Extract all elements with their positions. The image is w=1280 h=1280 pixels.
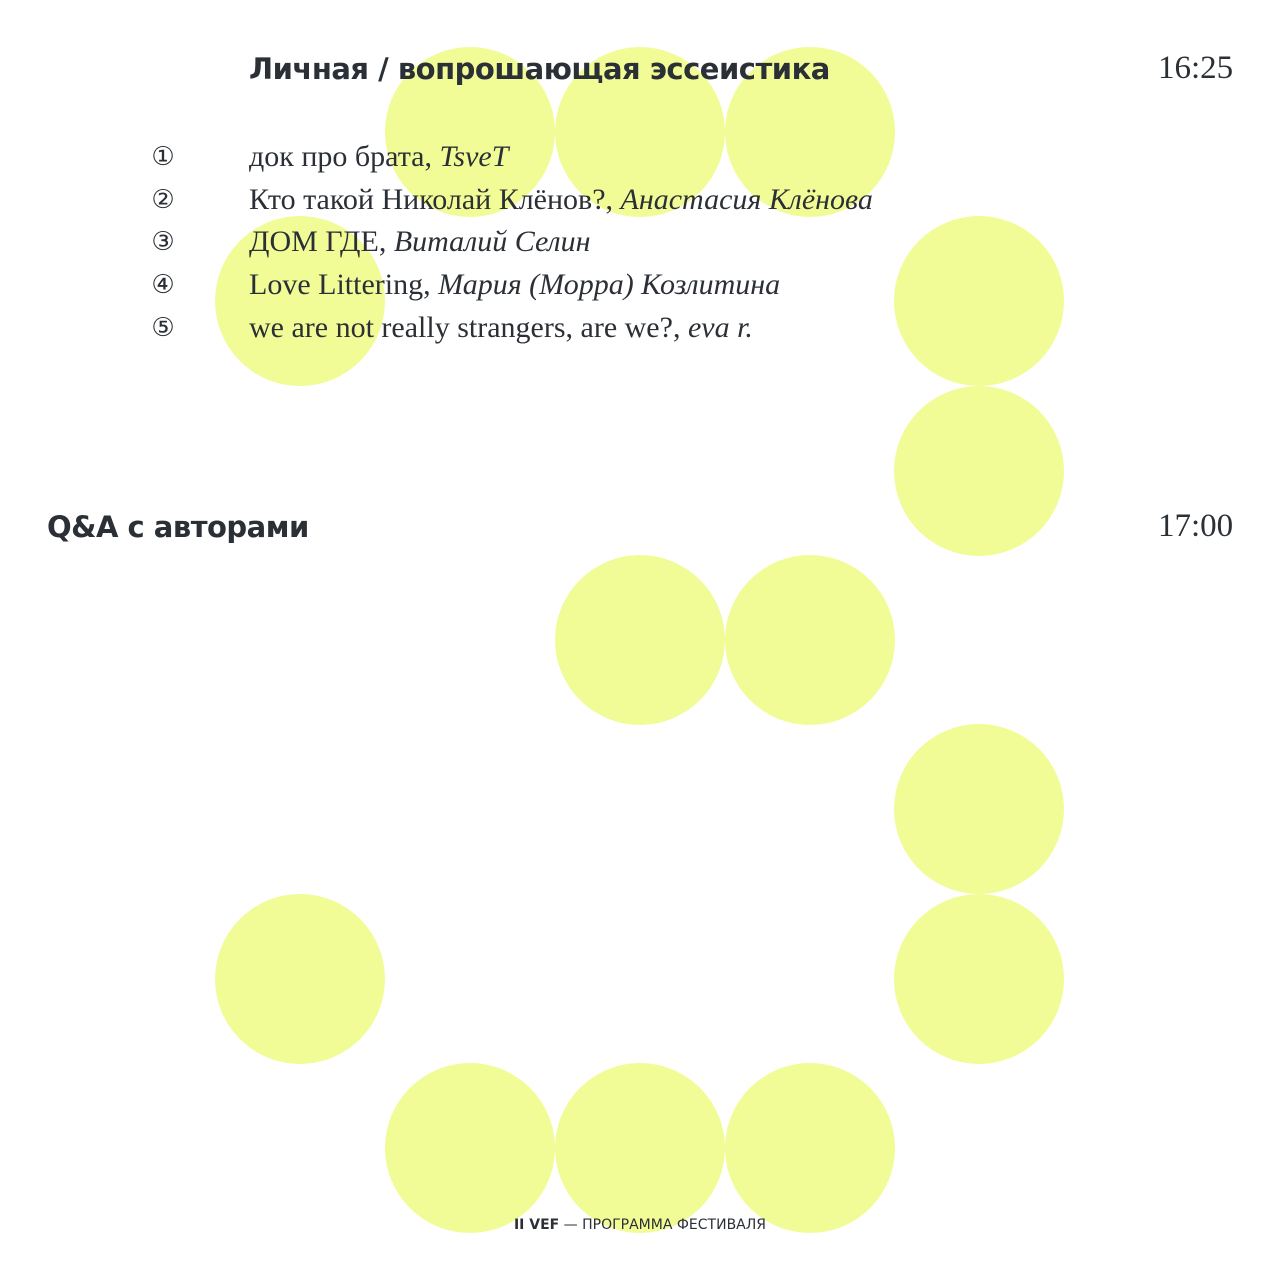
item-separator: ,: [424, 140, 440, 173]
footer: [0, 1217, 1280, 1233]
item-number: ④: [151, 270, 175, 300]
qa-time: 17:00: [1158, 508, 1234, 544]
item-author: eva r.: [687, 311, 753, 344]
item-separator: ,: [605, 183, 621, 216]
item-number: ⑤: [151, 313, 175, 343]
session-time: 16:25: [1158, 50, 1234, 86]
item-number: ②: [151, 185, 175, 215]
item-title: we are not really strangers, are we?: [249, 311, 673, 344]
item-title: Кто такой Николай Клёнов?: [249, 183, 606, 216]
decor-dot: [725, 1063, 895, 1233]
decor-dot: [385, 1063, 555, 1233]
item-number: ③: [151, 227, 175, 257]
decor-dot: [894, 724, 1064, 894]
qa-title: Q&A с авторами: [47, 510, 309, 544]
session-title: Личная / вопрошающая эссеистика: [249, 52, 830, 86]
decor-dot: [894, 216, 1064, 386]
decor-dot: [894, 894, 1064, 1064]
decor-dot: [725, 555, 895, 725]
item-separator: ,: [378, 225, 394, 258]
decor-dot: [555, 555, 725, 725]
item-title: ДОМ ГДЕ: [249, 225, 379, 258]
item-text: [249, 267, 780, 303]
item-author: Мария (Морра) Козлитина: [438, 268, 781, 301]
item-text: [249, 182, 873, 218]
decor-dot: [215, 894, 385, 1064]
footer-text: — ПРОГРАММА ФЕСТИВАЛЯ: [559, 1217, 767, 1233]
item-text: [249, 139, 508, 175]
item-number: ①: [151, 142, 175, 172]
item-text: [249, 310, 753, 346]
item-text: [249, 224, 591, 260]
item-title: док про брата: [249, 140, 425, 173]
item-separator: ,: [423, 268, 439, 301]
decor-dot: [894, 386, 1064, 556]
item-author: Виталий Селин: [393, 225, 591, 258]
item-separator: ,: [672, 311, 688, 344]
item-author: Анастасия Клёнова: [620, 183, 873, 216]
decor-dot: [555, 1063, 725, 1233]
footer-brand: II VEF: [513, 1217, 560, 1233]
item-title: Love Littering: [249, 268, 424, 301]
item-author: TsveT: [439, 140, 509, 173]
